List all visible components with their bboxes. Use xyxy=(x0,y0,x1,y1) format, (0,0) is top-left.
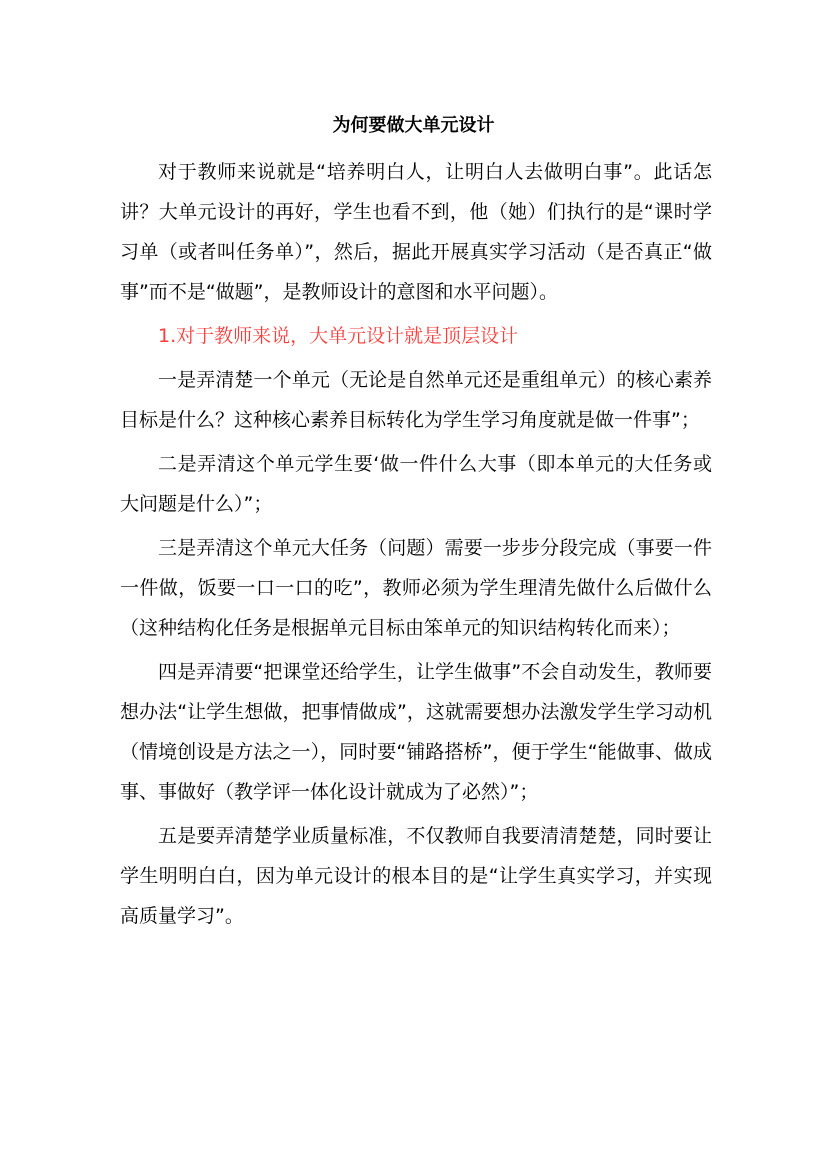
section-heading: 1.对于教师来说，大单元设计就是顶层设计 xyxy=(158,325,519,347)
document-body xyxy=(120,152,712,940)
point-two-paragraph: 二是弄清这个单元学生要‘做一件什么大事（即本单元的大任务或大问题是什么）”； xyxy=(120,453,712,515)
point-three-paragraph: 三是弄清这个单元大任务（问题）需要一步步分段完成（事要一件一件做，饭要一口一口的吃”，教师必须为学生理清先做什么后做什么（这种结构化任务是根据单元目标由笨单元的知识结构转化而来）； xyxy=(120,537,712,639)
intro-paragraph: 对于教师来说就是“培养明白人，让明白人去做明白事”。此话怎讲？大单元设计的再好，学生也看不到，他（她）们执行的是“课时学习单（或者叫任务单）”，然后，据此开展真实学习活动（是否真正“做事”而不是“做题”，是教师设计的意图和水平问题）。 xyxy=(120,161,712,303)
point-five-paragraph: 五是要弄清楚学业质量标准，不仅教师自我要清清楚楚，同时要让学生明明白白，因为单元设计的根本目的是“让学生真实学习，并实现高质量学习”。 xyxy=(120,825,712,927)
point-four-paragraph: 四是弄清要“把课堂还给学生，让学生做事”不会自动发生，教师要想办法“让学生想做，把事情做成”，这就需要想办法激发学生学习动机（情境创设是方法之一），同时要“铺路搭桥”，便于学生“能做事、做成事、事做好（教学评一体化设计就成为了必然）”； xyxy=(120,661,712,803)
point-one-paragraph: 一是弄清楚一个单元（无论是自然单元还是重组单元）的核心素养目标是什么？这种核心素养目标转化为学生学习角度就是做一件事”； xyxy=(120,369,712,431)
document-title: 为何要做大单元设计 xyxy=(332,115,495,136)
